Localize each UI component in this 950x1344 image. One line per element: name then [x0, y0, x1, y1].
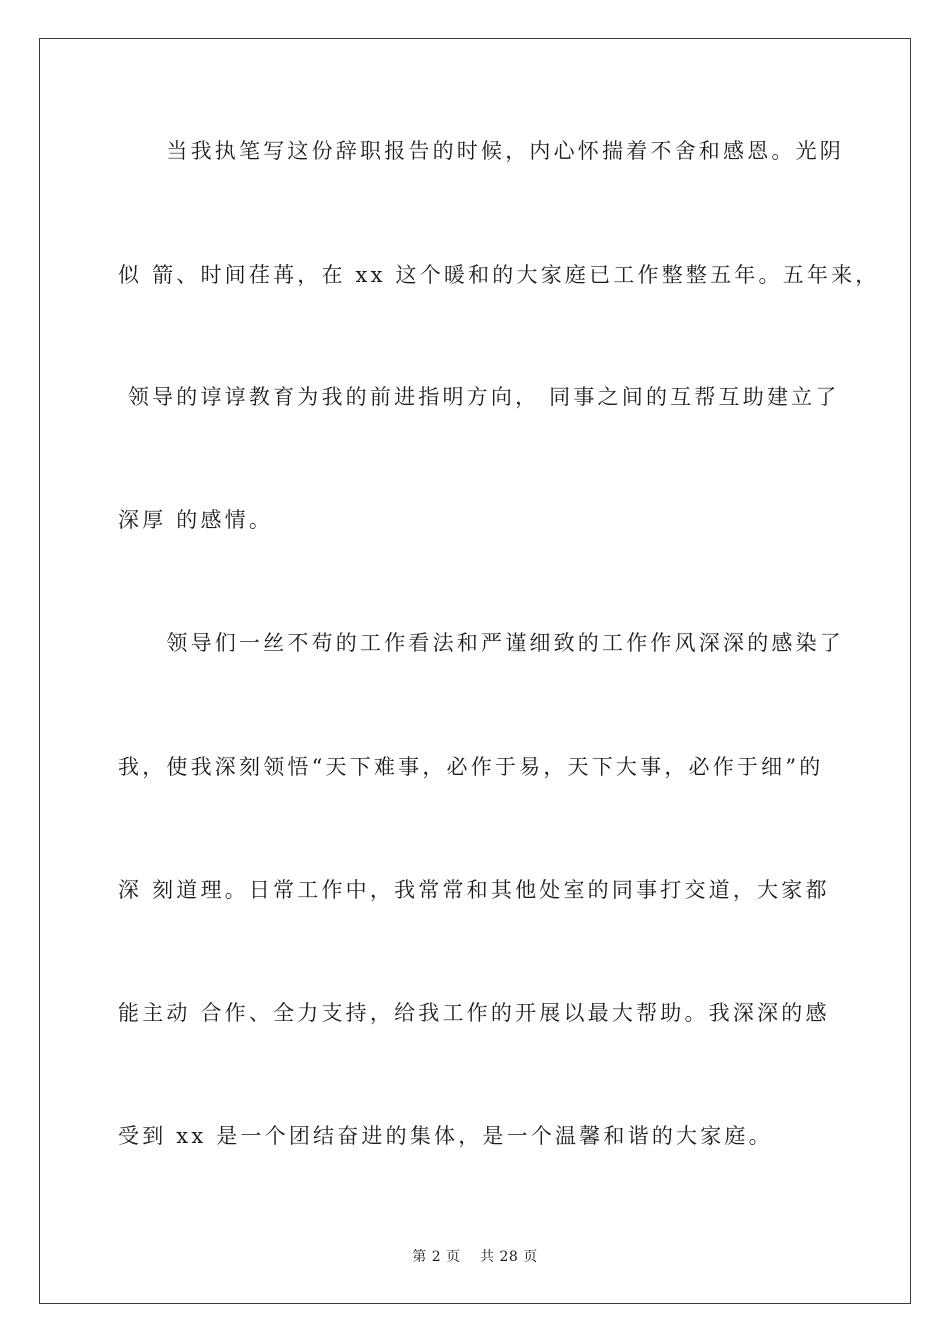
body-line-3: 领导的谆谆教育为我的前进指明方向， 同事之间的互帮互助建立了	[118, 385, 840, 409]
body-line-6: 我，使我深刻领悟“天下难事，必作于易，天下大事，必作于细”的	[118, 755, 824, 779]
body-line-2: 似 箭、时间荏苒，在 xx 这个暖和的大家庭已工作整整五年。五年来，	[118, 263, 880, 287]
page-number-footer: 第 2 页 共 28 页	[412, 1249, 538, 1265]
body-line-8: 能主动 合作、全力支持，给我工作的开展以最大帮助。我深深的感	[118, 1001, 830, 1025]
body-line-1: 当我执笔写这份辞职报告的时候，内心怀揣着不舍和感恩。光阴	[118, 139, 844, 163]
body-line-5: 领导们一丝不苟的工作看法和严谨细致的工作作风深深的感染了	[118, 631, 844, 655]
page-border	[39, 38, 911, 1304]
body-line-9: 受到 xx 是一个团结奋进的集体，是一个温馨和谐的大家庭。	[118, 1124, 773, 1148]
body-line-4: 深厚 的感情。	[118, 508, 274, 532]
body-line-7: 深 刻道理。日常工作中，我常常和其他处室的同事打交道，大家都	[118, 878, 830, 902]
